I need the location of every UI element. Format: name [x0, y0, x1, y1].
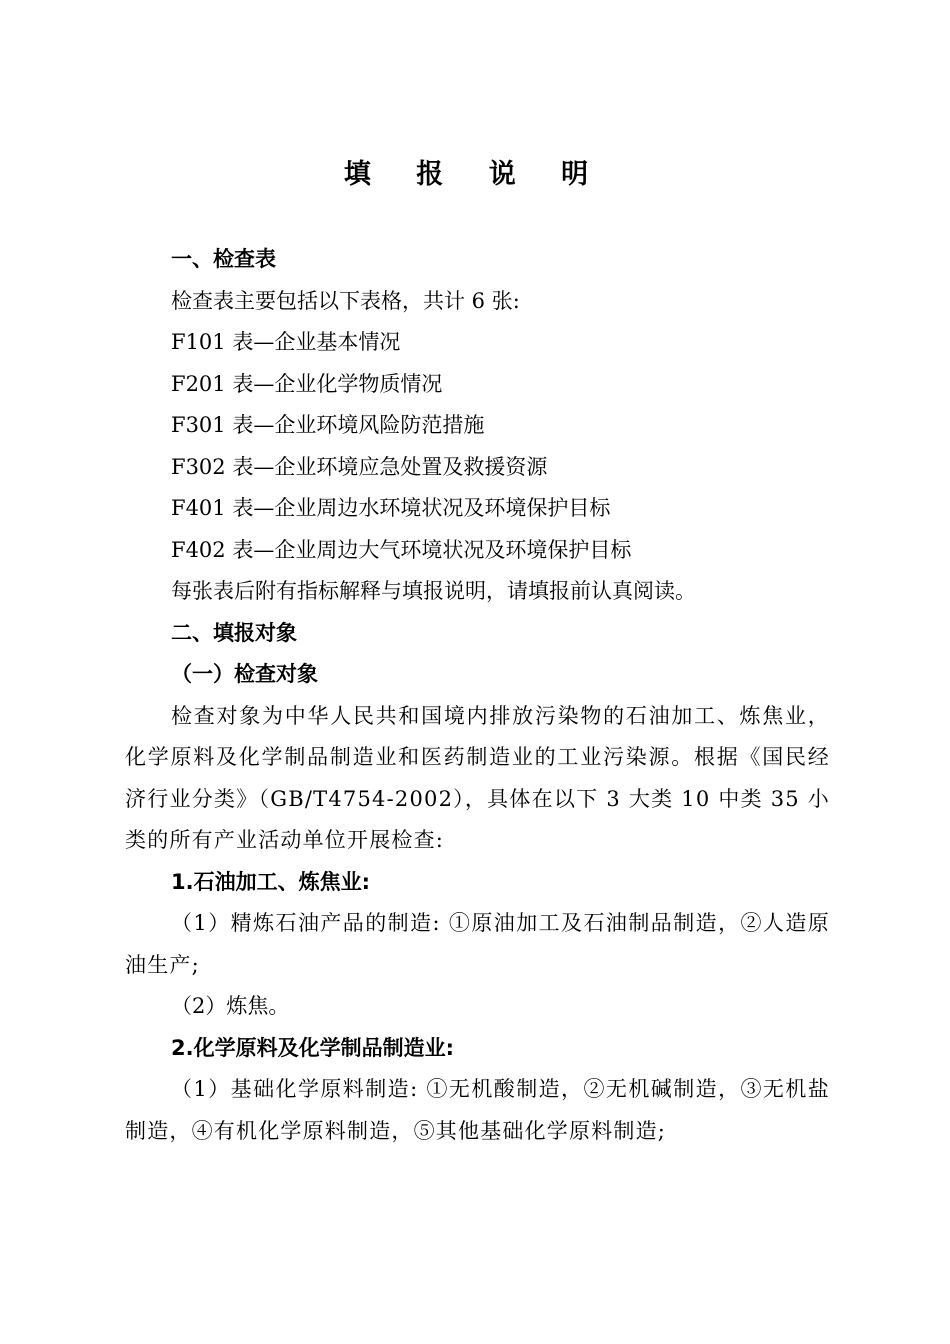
- inspection-target-paragraph: 检查对象为中华人民共和国境内排放污染物的石油加工、炼焦业，化学原料及化学制品制造业和医药制造业的工业污染源。根据《国民经济行业分类》（GB/T4754-2002），具体在以下 3 大类 10 中类 35 小类的所有产业活动单位开展检查:: [125, 703, 830, 852]
- category-item: （1）基础化学原料制造: ①无机酸制造，②无机碱制造，③无机盐制造，④有机化学原料制造，⑤其他基础化学原料制造;: [125, 1077, 830, 1143]
- table-list-item: F201 表—企业化学物质情况: [171, 371, 443, 396]
- section-heading-subjects: 二、填报对象: [171, 620, 297, 645]
- category-heading-chemical: 2.化学原料及化学制品制造业:: [171, 1035, 454, 1060]
- checklist-note: 每张表后附有指标解释与填报说明，请填报前认真阅读。: [171, 579, 696, 603]
- table-list-item: F301 表—企业环境风险防范措施: [171, 413, 485, 437]
- checklist-intro: 检查表主要包括以下表格，共计 6 张:: [171, 288, 520, 313]
- table-list-item: F101 表—企业基本情况: [171, 330, 401, 354]
- subsection-heading-inspection-target: （一）检查对象: [171, 662, 318, 686]
- section-heading-checklist: 一、检查表: [171, 247, 276, 271]
- page-title: 填 报 说 明: [343, 159, 607, 190]
- table-list-item: F302 表—企业环境应急处置及救援资源: [171, 454, 548, 479]
- table-list-item: F401 表—企业周边水环境状况及环境保护目标: [171, 496, 611, 520]
- category-heading-petroleum: 1.石油加工、炼焦业:: [171, 869, 370, 894]
- document-body: [125, 239, 830, 1152]
- category-item: （2）炼焦。: [171, 994, 290, 1018]
- table-list-item: F402 表—企业周边大气环境状况及环境保护目标: [171, 537, 632, 562]
- category-item: （1）精炼石油产品的制造: ①原油加工及石油制品制造，②人造原油生产;: [125, 911, 830, 977]
